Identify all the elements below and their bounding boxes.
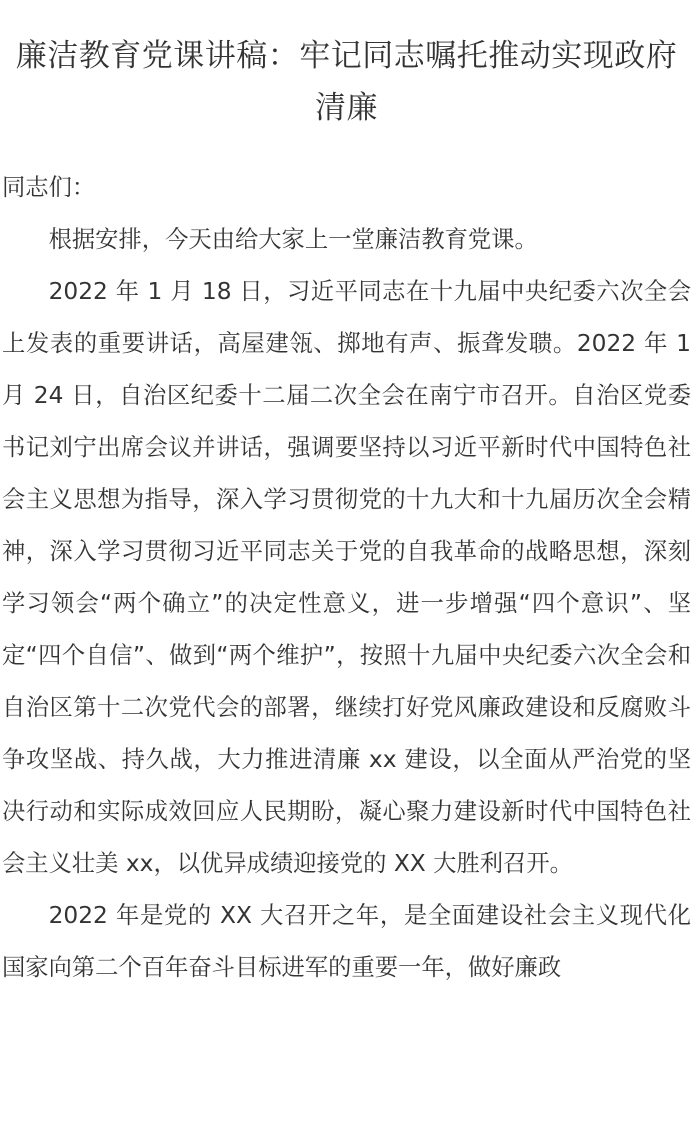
document-page: [0, 30, 693, 1127]
document-body: [2, 162, 691, 994]
paragraph: 根据安排，今天由给大家上一堂廉洁教育党课。: [48, 226, 538, 253]
salutation: 同志们：: [2, 174, 96, 201]
paragraph: 2022 年 1 月 18 日，习近平同志在十九届中央纪委六次全会上发表的重要讲话，高屋建瓴、掷地有声、振聋发聩。2022 年 1 月 24 日，自治区纪委十二届二次全会在南宁市召开。自治区党委书记刘宁出席会议并讲话，强调要坚持以习近平新时代中国特色社会主义思想为指导，深入学习贯彻党的十九大和十九届历次全会精神，深入学习贯彻习近平同志关于党的自我革命的战略思想，深刻学习领会“两个确立”的决定性意义，进一步增强“四个意识”、坚定“四个自信”、做到“两个维护”，按照十九届中央纪委六次全会和自治区第十二次党代会的部署，继续打好党风廉政建设和反腐败斗争攻坚战、持久战，大力推进清廉 xx 建设，以全面从严治党的坚决行动和实际成效回应人民期盼，凝心聚力建设新时代中国特色社会主义壮美 xx，以优异成绩迎接党的 XX 大胜利召开。: [2, 278, 691, 877]
document-title: 廉洁教育党课讲稿：牢记同志嘱托推动实现政府清廉: [15, 38, 678, 126]
paragraph: 2022 年是党的 XX 大召开之年，是全面建设社会主义现代化国家向第二个百年奋斗目标进军的重要一年，做好廉政: [2, 902, 691, 981]
